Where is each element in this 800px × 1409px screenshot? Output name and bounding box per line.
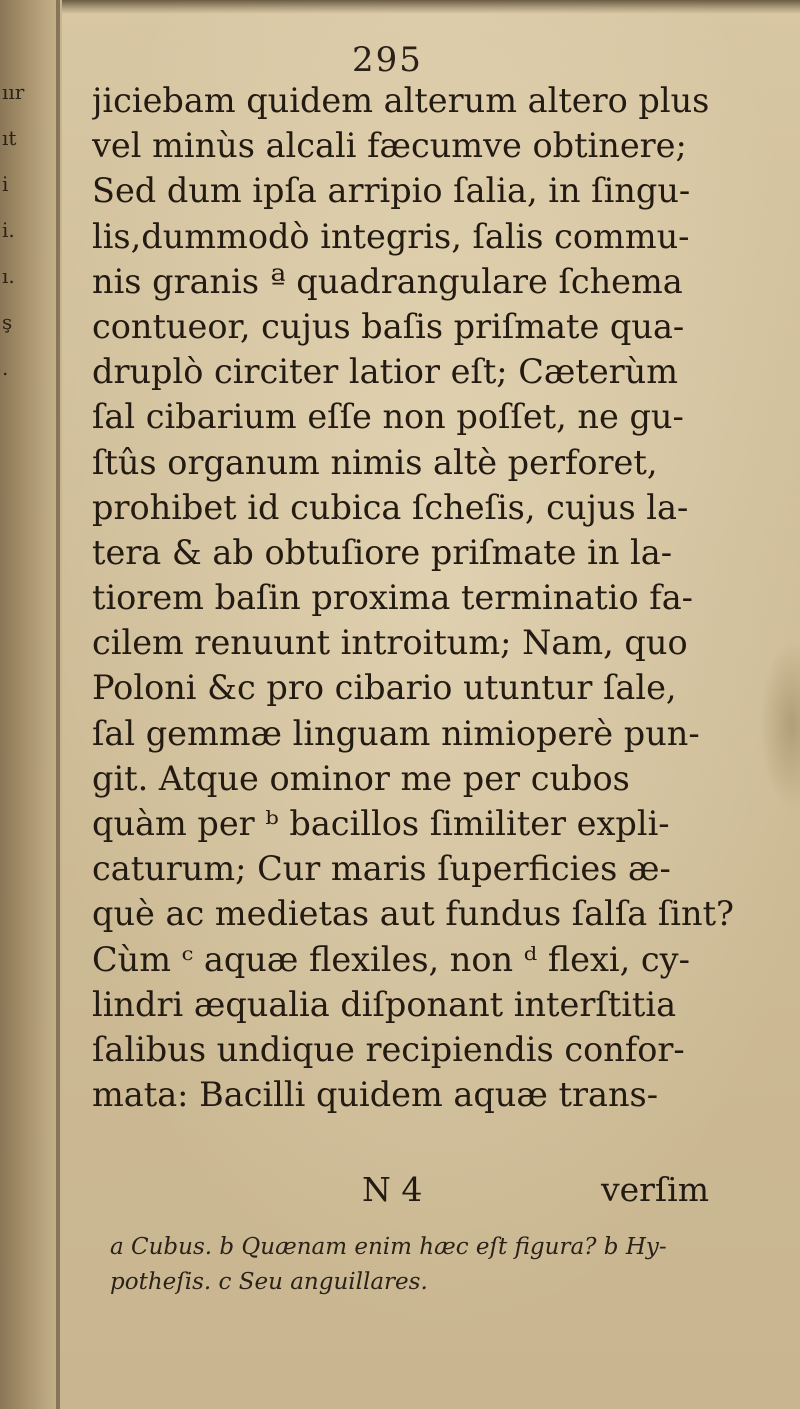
signature-mark: N 4 — [362, 1170, 423, 1209]
margin-mark: i — [2, 172, 9, 196]
margin-mark: ıır — [2, 80, 25, 104]
text-line: druplò circiter latior eſt; Cæterùm — [92, 352, 679, 392]
catchword: verſim — [601, 1170, 710, 1209]
text-line: què ac medietas aut fundus ſalſa ſint? — [92, 894, 735, 934]
text-line: ſal gemmæ linguam nimioperè pun- — [92, 713, 700, 753]
text-line: ſal cibarium eſſe non poſſet, ne gu- — [92, 397, 684, 437]
body-text — [92, 78, 772, 1117]
text-line: Sed dum ipſa arripio ſalia, in ſingu- — [92, 171, 691, 211]
text-line: quàm per ᵇ bacillos ſimiliter expli- — [92, 804, 670, 843]
text-line: lindri æqualia diſponant interſtitia — [92, 984, 677, 1024]
facing-page-margin-marks — [2, 80, 30, 380]
margin-mark: . — [2, 356, 9, 380]
footnote-line: a Cubus. b Quænam enim hæc eſt figura? b Hy- — [110, 1234, 667, 1260]
margin-mark: ş — [2, 310, 13, 334]
text-line: tiorem baſin proxima terminatio fa- — [92, 578, 693, 618]
page-top-shadow — [0, 0, 800, 14]
text-line: ſtûs organum nimis altè perforet, — [92, 442, 658, 482]
margin-mark: ıt — [2, 126, 17, 150]
text-line: jiciebam quidem alterum altero plus — [92, 81, 710, 120]
text-line: nis granis ª quadrangulare ſchema — [92, 261, 683, 301]
margin-mark: ı. — [2, 264, 15, 288]
margin-mark: i. — [2, 218, 15, 242]
text-line: cilem renuunt introitum; Nam, quo — [92, 623, 688, 663]
text-line: vel minùs alcali fæcumve obtinere; — [92, 126, 687, 166]
footnote-line: potheſis. c Seu anguillares. — [110, 1269, 428, 1295]
text-line: ſalibus undique recipiendis confor- — [92, 1029, 685, 1069]
text-line: mata: Bacilli quidem aquæ trans- — [92, 1075, 659, 1115]
text-line: lis,dummodò integris, ſalis commu- — [92, 216, 690, 256]
text-line: git. Atque ominor me per cubos — [92, 758, 630, 798]
text-line: Poloni &c pro cibario utuntur ſale, — [92, 668, 677, 708]
text-line: Cùm ᶜ aquæ flexiles, non ᵈ flexi, cy- — [92, 939, 690, 979]
text-line: prohibet id cubica ſcheſis, cujus la- — [92, 487, 689, 527]
gutter-edge — [56, 0, 60, 1409]
text-line: contueor, cujus baſis priſmate qua- — [92, 306, 685, 346]
page-number: 295 — [352, 40, 423, 80]
text-line: tera & ab obtuſiore priſmate in la- — [92, 532, 673, 572]
footnotes — [110, 1230, 770, 1300]
text-line: caturum; Cur maris ſuperficies æ- — [92, 849, 671, 889]
